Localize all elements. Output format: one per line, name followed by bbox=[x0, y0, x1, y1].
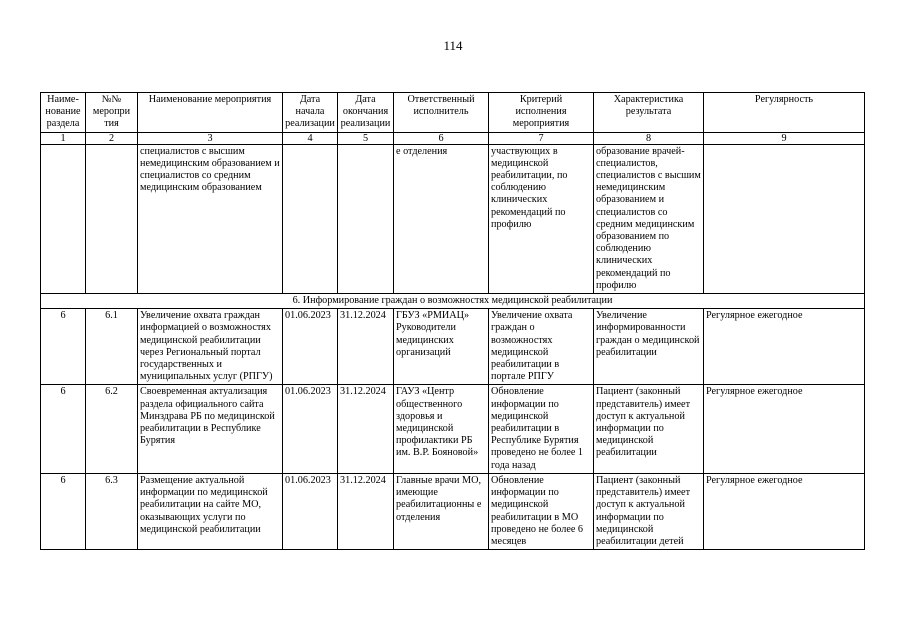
table-cell: Пациент (законный представитель) имеет доступ к актуальной информации по медицинской реабилитации bbox=[594, 385, 704, 473]
column-header: Наименование мероприятия bbox=[138, 93, 283, 133]
continuation-row bbox=[41, 144, 865, 293]
table-cell: Регулярное ежегодное bbox=[704, 385, 865, 473]
table-cell: 6.2 bbox=[86, 385, 138, 473]
column-header: Характеристика результата bbox=[594, 93, 704, 133]
activities-table bbox=[40, 92, 865, 550]
column-number: 1 bbox=[41, 132, 86, 144]
table-cell: Обновление информации по медицинской реабилитации в МО проведено не более 6 месяцев bbox=[489, 473, 594, 549]
column-number: 5 bbox=[338, 132, 394, 144]
table-cell: Увеличение охвата граждан о возможностях медицинской реабилитации в портале РПГУ bbox=[489, 309, 594, 385]
column-header: Дата окончания реализации bbox=[338, 93, 394, 133]
column-header: Критерий исполнения мероприятия bbox=[489, 93, 594, 133]
table-cell: 31.12.2024 bbox=[338, 473, 394, 549]
column-header: Дата начала реализации bbox=[283, 93, 338, 133]
table-cell: специалистов с высшим немедицинским образованием и специалистов со средним медицинским образованием bbox=[138, 144, 283, 293]
header-row bbox=[41, 93, 865, 133]
table-cell: Увеличение охвата граждан информацией о возможностях медицинской реабилитации через Региональный портал государственных и муниципальных услуг (РПГУ) bbox=[138, 309, 283, 385]
table-cell: образование врачей-специалистов, специалистов с высшим немедицинским образованием и специалистов со средним медицинским образованием по соблюдению клинических рекомендаций по профилю bbox=[594, 144, 704, 293]
table-cell: Увеличение информированности граждан о медицинской реабилитации bbox=[594, 309, 704, 385]
column-number-row bbox=[41, 132, 865, 144]
table-cell: е отделения bbox=[394, 144, 489, 293]
column-number: 9 bbox=[704, 132, 865, 144]
table-row bbox=[41, 473, 865, 549]
table-cell: 31.12.2024 bbox=[338, 385, 394, 473]
table-cell: 31.12.2024 bbox=[338, 309, 394, 385]
column-number: 6 bbox=[394, 132, 489, 144]
table-cell bbox=[41, 144, 86, 293]
column-header: №№ меропри тия bbox=[86, 93, 138, 133]
table-cell bbox=[86, 144, 138, 293]
column-header: Наиме- нование раздела bbox=[41, 93, 86, 133]
table-cell: 6.1 bbox=[86, 309, 138, 385]
column-number: 8 bbox=[594, 132, 704, 144]
table-cell bbox=[283, 144, 338, 293]
page-number: 114 bbox=[443, 38, 463, 53]
table-cell: 6.3 bbox=[86, 473, 138, 549]
table-cell: 6 bbox=[41, 473, 86, 549]
table-cell: 01.06.2023 bbox=[283, 309, 338, 385]
table-cell: Размещение актуальной информации по медицинской реабилитации на сайте МО, оказывающих услуги по медицинской реабилитации bbox=[138, 473, 283, 549]
table-cell: ГБУЗ «РМИАЦ» Руководители медицинских организаций bbox=[394, 309, 489, 385]
table-row bbox=[41, 385, 865, 473]
table-cell: Своевременная актуализация раздела официального сайта Минздрава РБ по медицинской реабилитации в Республике Бурятия bbox=[138, 385, 283, 473]
table-cell: Пациент (законный представитель) имеет доступ к актуальной информации по медицинской реабилитации детей bbox=[594, 473, 704, 549]
table-cell: 01.06.2023 bbox=[283, 385, 338, 473]
table-row bbox=[41, 309, 865, 385]
table-cell: Регулярное ежегодное bbox=[704, 473, 865, 549]
column-number: 2 bbox=[86, 132, 138, 144]
column-number: 7 bbox=[489, 132, 594, 144]
table-cell: Регулярное ежегодное bbox=[704, 309, 865, 385]
table-cell: 6 bbox=[41, 309, 86, 385]
table-cell: 01.06.2023 bbox=[283, 473, 338, 549]
table-cell bbox=[338, 144, 394, 293]
column-number: 4 bbox=[283, 132, 338, 144]
table-cell: участвующих в медицинской реабилитации, по соблюдению клинических рекомендаций по профилю bbox=[489, 144, 594, 293]
table-cell: Обновление информации по медицинской реабилитации в Республике Бурятия проведено не более 1 года назад bbox=[489, 385, 594, 473]
section-row bbox=[41, 294, 865, 309]
section-title: 6. Информирование граждан о возможностях медицинской реабилитации bbox=[41, 294, 865, 309]
table-cell: ГАУЗ «Центр общественного здоровья и медицинской профилактики РБ им. В.Р. Бояновой» bbox=[394, 385, 489, 473]
table-cell: Главные врачи МО, имеющие реабилитационны е отделения bbox=[394, 473, 489, 549]
table-cell bbox=[704, 144, 865, 293]
column-header: Ответственный исполнитель bbox=[394, 93, 489, 133]
column-number: 3 bbox=[138, 132, 283, 144]
column-header: Регулярность bbox=[704, 93, 865, 133]
table-cell: 6 bbox=[41, 385, 86, 473]
